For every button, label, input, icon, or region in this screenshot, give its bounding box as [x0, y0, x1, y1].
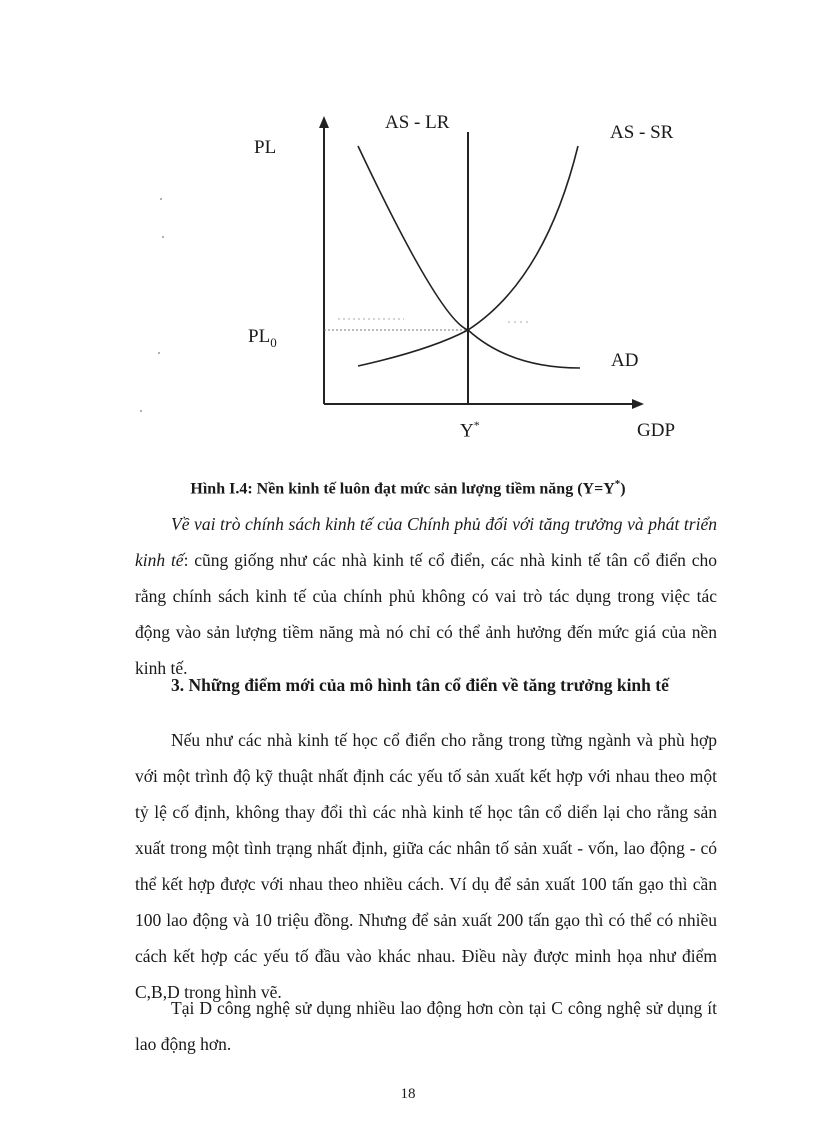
paragraph-3 — [135, 990, 717, 1062]
paragraph-1-italic: Về vai trò chính sách kinh tế của Chính phủ đối với tăng trưởng và phát triển kinh tế — [135, 514, 717, 570]
caption-text: Hình I.4: Nền kinh tế luôn đạt mức sản lượng tiềm năng (Y=Y — [190, 480, 615, 498]
figure-caption — [0, 478, 816, 498]
page-number: 18 — [400, 1086, 416, 1102]
paragraph-3-text: Tại D công nghệ sử dụng nhiều lao động hơn còn tại C công nghệ sử dụng ít lao động hơn. — [135, 998, 717, 1054]
caption-sup: * — [614, 478, 621, 490]
paragraph-1-rest: : cũng giống như các nhà kinh tế cổ điển, các nhà kinh tế tân cổ điển cho rằng chính sách kinh tế của chính phủ không có vai trò tác dụng trong việc tác động vào sản lượng tiềm năng mà nó chỉ có thể ảnh hưởng đến mức giá của nền kinh tế. — [135, 550, 717, 678]
x-axis-arrow — [632, 399, 644, 409]
y-star-main: Y — [460, 420, 474, 442]
paragraph-2 — [135, 722, 717, 1010]
scan-speck — [162, 236, 164, 238]
pl0-label-main: PL — [248, 326, 271, 347]
scan-speck — [160, 198, 162, 200]
pl0-label-sub: 0 — [270, 334, 277, 350]
y-star-label — [460, 418, 480, 442]
scan-speck — [140, 410, 142, 412]
caption-close: ) — [620, 480, 626, 498]
pl0-label — [248, 326, 277, 351]
y-axis-arrow — [319, 116, 329, 128]
x-axis-label: GDP — [637, 420, 676, 441]
y-axis-label: PL — [254, 137, 277, 158]
scan-speck — [158, 352, 160, 354]
y-star-sup: * — [473, 418, 480, 432]
figure-graph — [0, 0, 816, 470]
paragraph-2-text: Nếu như các nhà kinh tế học cổ điển cho rằng trong từng ngành và phù hợp với một trình độ kỹ thuật nhất định các yếu tố sản xuất kết hợp với nhau theo một tỷ lệ cố định, không thay đổi thì các nhà kinh tế học tân cổ diển lại cho rằng sản xuất trong một tình trạng nhất định, giữa các nhân tố sản xuất - vốn, lao động - có thể kết hợp được với nhau theo nhiều cách. Ví dụ để sản xuất 100 tấn gạo thì cần 100 lao động và 10 triệu đồng. Nhưng để sản xuất 200 tấn gạo thì có thể có nhiều cách kết hợp các yếu tố đầu vào khác nhau. Điều này được minh họa như điểm C,B,D trong hình vẽ. — [135, 730, 717, 1002]
as-lr-label: AS - LR — [385, 112, 450, 133]
as-sr-label: AS - SR — [610, 122, 674, 143]
ad-label: AD — [611, 350, 639, 371]
section-heading: 3. Những điểm mới của mô hình tân cổ điển về tăng trưởng kinh tế — [171, 675, 669, 695]
paragraph-1 — [135, 506, 717, 686]
economics-figure — [0, 0, 816, 470]
